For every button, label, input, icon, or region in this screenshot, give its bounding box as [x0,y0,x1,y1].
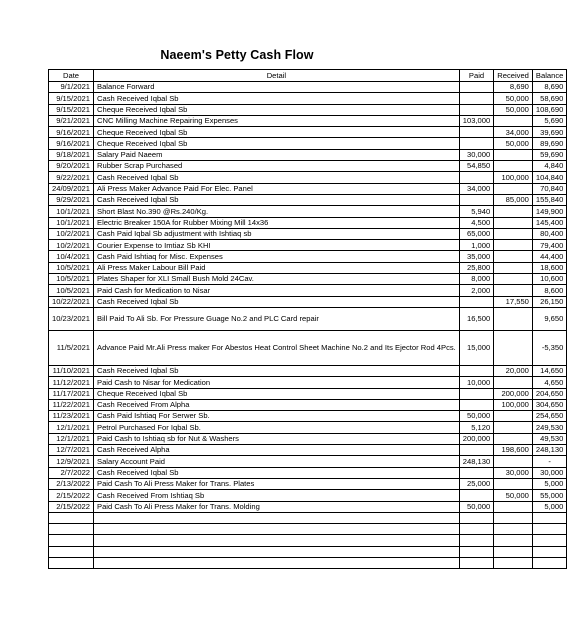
cell-detail: Cash Received Iqbal Sb [94,194,460,205]
table-header-row [49,70,567,82]
cell-received [494,546,533,557]
cell-date: 9/16/2021 [49,127,94,138]
cell-date: 9/20/2021 [49,161,94,172]
table-row [49,296,567,307]
cell-detail: Cheque Received Iqbal Sb [94,127,460,138]
column-header-date: Date [49,70,94,82]
cell-received [494,456,533,467]
cell-paid: 103,000 [459,115,493,126]
table-row [49,228,567,239]
cell-received [494,535,533,546]
table-row [49,467,567,478]
table-row [49,172,567,183]
cell-paid [459,399,493,410]
cell-detail: Electric Breaker 150A for Rubber Mixing Mill 14x36 [94,217,460,228]
cell-detail: Cash Received Iqbal Sb [94,93,460,104]
cell-date: 10/1/2021 [49,206,94,217]
cell-date: 11/22/2021 [49,399,94,410]
cell-received [494,251,533,262]
table-row [49,330,567,365]
cell-balance: - [532,456,566,467]
table-row [49,478,567,489]
cell-balance: 5,000 [532,501,566,512]
cell-paid: 50,000 [459,501,493,512]
cell-date: 9/15/2021 [49,93,94,104]
cell-balance: 304,650 [532,399,566,410]
cell-detail: Salary Paid Naeem [94,149,460,160]
cell-date [49,512,94,523]
table-row [49,149,567,160]
cell-detail: Paid Cash for Medication to Nisar [94,285,460,296]
cell-paid: 25,000 [459,478,493,489]
table-row [49,274,567,285]
table-row [49,194,567,205]
table-row [49,82,567,93]
cell-balance: 8,600 [532,285,566,296]
cell-received [494,115,533,126]
cell-date: 2/15/2022 [49,490,94,501]
cell-received [494,307,533,330]
cell-date: 10/23/2021 [49,307,94,330]
cell-balance: 4,650 [532,377,566,388]
table-row [49,524,567,535]
cell-balance: 14,650 [532,365,566,376]
cell-balance: 104,840 [532,172,566,183]
cell-received: 30,000 [494,467,533,478]
cell-detail: Salary Account Paid [94,456,460,467]
cell-detail: Cash Received From Alpha [94,399,460,410]
cell-detail: Balance Forward [94,82,460,93]
cell-date: 11/17/2021 [49,388,94,399]
cell-balance: 44,400 [532,251,566,262]
table-row [49,388,567,399]
cell-date: 2/7/2022 [49,467,94,478]
cell-date: 11/5/2021 [49,330,94,365]
cell-received [494,524,533,535]
cell-paid: 54,850 [459,161,493,172]
cell-detail: Paid Cash to Ishtiaq sb for Nut & Washers [94,433,460,444]
cell-paid: 200,000 [459,433,493,444]
cell-detail [94,535,460,546]
cell-received [494,512,533,523]
cell-paid: 65,000 [459,228,493,239]
table-row [49,377,567,388]
cell-date: 10/22/2021 [49,296,94,307]
table-row [49,183,567,194]
cell-balance: 254,650 [532,411,566,422]
table-row [49,535,567,546]
table-row [49,490,567,501]
cell-received [494,274,533,285]
cell-detail: Paid Cash to Nisar for Medication [94,377,460,388]
cell-received: 50,000 [494,104,533,115]
cell-detail [94,546,460,557]
cell-received [494,330,533,365]
cell-paid [459,490,493,501]
cell-balance: 70,840 [532,183,566,194]
cell-received: 198,600 [494,445,533,456]
cell-detail: Cash Paid Ishtiaq for Misc. Expenses [94,251,460,262]
table-row [49,501,567,512]
cell-date: 12/9/2021 [49,456,94,467]
cell-balance: 59,690 [532,149,566,160]
cell-paid: 30,000 [459,149,493,160]
cell-detail: Cash Received Iqbal Sb [94,467,460,478]
cell-paid: 34,000 [459,183,493,194]
cell-balance [532,557,566,568]
cell-date: 2/13/2022 [49,478,94,489]
cell-date: 9/29/2021 [49,194,94,205]
cell-received: 50,000 [494,490,533,501]
cell-paid [459,524,493,535]
table-row [49,93,567,104]
cell-paid [459,467,493,478]
cell-balance: 155,840 [532,194,566,205]
table-row [49,399,567,410]
cell-received [494,228,533,239]
cell-date: 9/1/2021 [49,82,94,93]
cell-balance [532,535,566,546]
cell-detail: Cash Received Iqbal Sb [94,296,460,307]
cell-received [494,149,533,160]
cell-date: 10/5/2021 [49,262,94,273]
cell-date: 12/7/2021 [49,445,94,456]
cell-received [494,411,533,422]
cell-detail: Cheque Received Iqbal Sb [94,138,460,149]
cell-date: 12/1/2021 [49,422,94,433]
cell-date: 10/4/2021 [49,251,94,262]
cell-date: 10/2/2021 [49,228,94,239]
cell-balance: 79,400 [532,240,566,251]
table-row [49,251,567,262]
cell-detail: Cheque Received Iqbal Sb [94,388,460,399]
cell-balance: 89,690 [532,138,566,149]
cell-paid: 1,000 [459,240,493,251]
cell-detail: Paid Cash To Ali Press Maker for Trans. Molding [94,501,460,512]
cell-detail: Ali Press Maker Labour Bill Paid [94,262,460,273]
cell-detail: Cash Received From Ishtiaq Sb [94,490,460,501]
table-row [49,456,567,467]
cell-date [49,557,94,568]
cell-detail: Cash Paid Ishtiaq For Serwer Sb. [94,411,460,422]
cell-balance: 4,840 [532,161,566,172]
cell-paid [459,296,493,307]
table-row [49,262,567,273]
table-row [49,546,567,557]
cell-balance: 248,130 [532,445,566,456]
cell-paid [459,546,493,557]
cell-detail: Plates Shaper for XLI Small Bush Mold 24Cav. [94,274,460,285]
cell-balance: 9,650 [532,307,566,330]
table-row [49,411,567,422]
cell-paid: 10,000 [459,377,493,388]
cell-detail [94,557,460,568]
cell-received [494,206,533,217]
cell-detail: Short Blast No.390 @Rs.240/Kg. [94,206,460,217]
cell-paid: 25,800 [459,262,493,273]
cell-detail [94,512,460,523]
cell-paid [459,557,493,568]
cell-date: 9/22/2021 [49,172,94,183]
cell-balance: 80,400 [532,228,566,239]
cell-detail: Cash Paid Iqbal Sb adjustment with Ishtiaq sb [94,228,460,239]
cell-paid [459,138,493,149]
cell-date [49,546,94,557]
table-row [49,206,567,217]
cell-date: 11/23/2021 [49,411,94,422]
cell-balance: 108,690 [532,104,566,115]
cell-received [494,557,533,568]
cell-balance: 10,600 [532,274,566,285]
cell-received: 50,000 [494,93,533,104]
cell-received: 34,000 [494,127,533,138]
cell-date: 11/12/2021 [49,377,94,388]
cell-paid: 2,000 [459,285,493,296]
cell-received: 17,550 [494,296,533,307]
table-body [49,82,567,569]
cell-date: 24/09/2021 [49,183,94,194]
cell-balance: 5,000 [532,478,566,489]
cell-paid [459,104,493,115]
cell-balance: 18,600 [532,262,566,273]
cell-received [494,217,533,228]
table-row [49,127,567,138]
cell-date: 2/15/2022 [49,501,94,512]
cell-paid [459,194,493,205]
cell-paid: 248,130 [459,456,493,467]
cell-paid: 15,000 [459,330,493,365]
cell-date: 10/5/2021 [49,285,94,296]
cell-paid: 4,500 [459,217,493,228]
table-row [49,512,567,523]
cell-paid [459,93,493,104]
cell-date: 9/15/2021 [49,104,94,115]
cell-paid: 5,120 [459,422,493,433]
cell-balance: 149,900 [532,206,566,217]
cell-detail [94,524,460,535]
cell-received [494,422,533,433]
cell-detail: Ali Press Maker Advance Paid For Elec. Panel [94,183,460,194]
cell-received: 100,000 [494,172,533,183]
cell-date: 10/2/2021 [49,240,94,251]
cell-paid [459,512,493,523]
cell-paid [459,535,493,546]
table-row [49,285,567,296]
cell-date: 10/1/2021 [49,217,94,228]
cell-received [494,377,533,388]
cell-detail: Cash Received Alpha [94,445,460,456]
cell-received [494,285,533,296]
cell-detail: Advance Paid Mr.Ali Press maker For Abestos Heat Control Sheet Machine No.2 and Its Ejector Rod 4Pcs. [94,330,460,365]
cell-paid [459,365,493,376]
petty-cash-table [48,69,567,569]
cell-date [49,524,94,535]
cell-balance: 249,530 [532,422,566,433]
cell-detail: Cash Received Iqbal Sb [94,365,460,376]
cell-detail: Cash Received Iqbal Sb [94,172,460,183]
cell-balance: 55,000 [532,490,566,501]
table-row [49,115,567,126]
cell-received [494,262,533,273]
cell-balance [532,524,566,535]
cell-balance [532,512,566,523]
column-header-detail: Detail [94,70,460,82]
table-row [49,161,567,172]
cell-paid: 50,000 [459,411,493,422]
cell-paid: 5,940 [459,206,493,217]
table-row [49,240,567,251]
cell-paid [459,445,493,456]
cell-balance [532,546,566,557]
cell-detail: Cheque Received Iqbal Sb [94,104,460,115]
cell-date: 9/21/2021 [49,115,94,126]
table-row [49,104,567,115]
cell-date: 9/16/2021 [49,138,94,149]
cell-balance: -5,350 [532,330,566,365]
table-row [49,422,567,433]
cell-detail: Petrol Purchased For Iqbal Sb. [94,422,460,433]
column-header-paid: Paid [459,70,493,82]
cell-paid [459,388,493,399]
table-row [49,217,567,228]
cell-paid [459,127,493,138]
cell-received: 50,000 [494,138,533,149]
cell-balance: 39,690 [532,127,566,138]
cell-balance: 145,400 [532,217,566,228]
table-row [49,557,567,568]
cell-balance: 5,690 [532,115,566,126]
cell-detail: CNC Milling Machine Repairing Expenses [94,115,460,126]
cell-received: 8,690 [494,82,533,93]
page-title: Naeem's Petty Cash Flow [160,48,314,62]
table-row [49,433,567,444]
cell-date: 11/10/2021 [49,365,94,376]
cell-received [494,161,533,172]
cell-paid: 8,000 [459,274,493,285]
cell-received [494,183,533,194]
cell-balance: 30,000 [532,467,566,478]
cell-date: 10/5/2021 [49,274,94,285]
cell-received [494,433,533,444]
cell-received: 100,000 [494,399,533,410]
cell-balance: 8,690 [532,82,566,93]
cell-balance: 26,150 [532,296,566,307]
cell-balance: 204,650 [532,388,566,399]
cell-detail: Paid Cash To Ali Press Maker for Trans. Plates [94,478,460,489]
cell-paid [459,82,493,93]
cell-received [494,240,533,251]
cell-received: 200,000 [494,388,533,399]
cell-detail: Rubber Scrap Purchased [94,161,460,172]
column-header-received: Received [494,70,533,82]
cell-received [494,478,533,489]
cell-paid: 16,500 [459,307,493,330]
cell-detail: Courier Expense to Imtiaz Sb KHI [94,240,460,251]
column-header-balance: Balance [532,70,566,82]
cell-detail: Bill Paid To Ali Sb. For Pressure Guage No.2 and PLC Card repair [94,307,460,330]
cell-received: 85,000 [494,194,533,205]
table-row [49,138,567,149]
table-row [49,307,567,330]
cell-date: 9/18/2021 [49,149,94,160]
cell-date: 12/1/2021 [49,433,94,444]
table-row [49,445,567,456]
cell-date [49,535,94,546]
cell-received [494,501,533,512]
cell-balance: 58,690 [532,93,566,104]
table-row [49,365,567,376]
cell-paid: 35,000 [459,251,493,262]
cell-balance: 49,530 [532,433,566,444]
cell-paid [459,172,493,183]
cell-received: 20,000 [494,365,533,376]
